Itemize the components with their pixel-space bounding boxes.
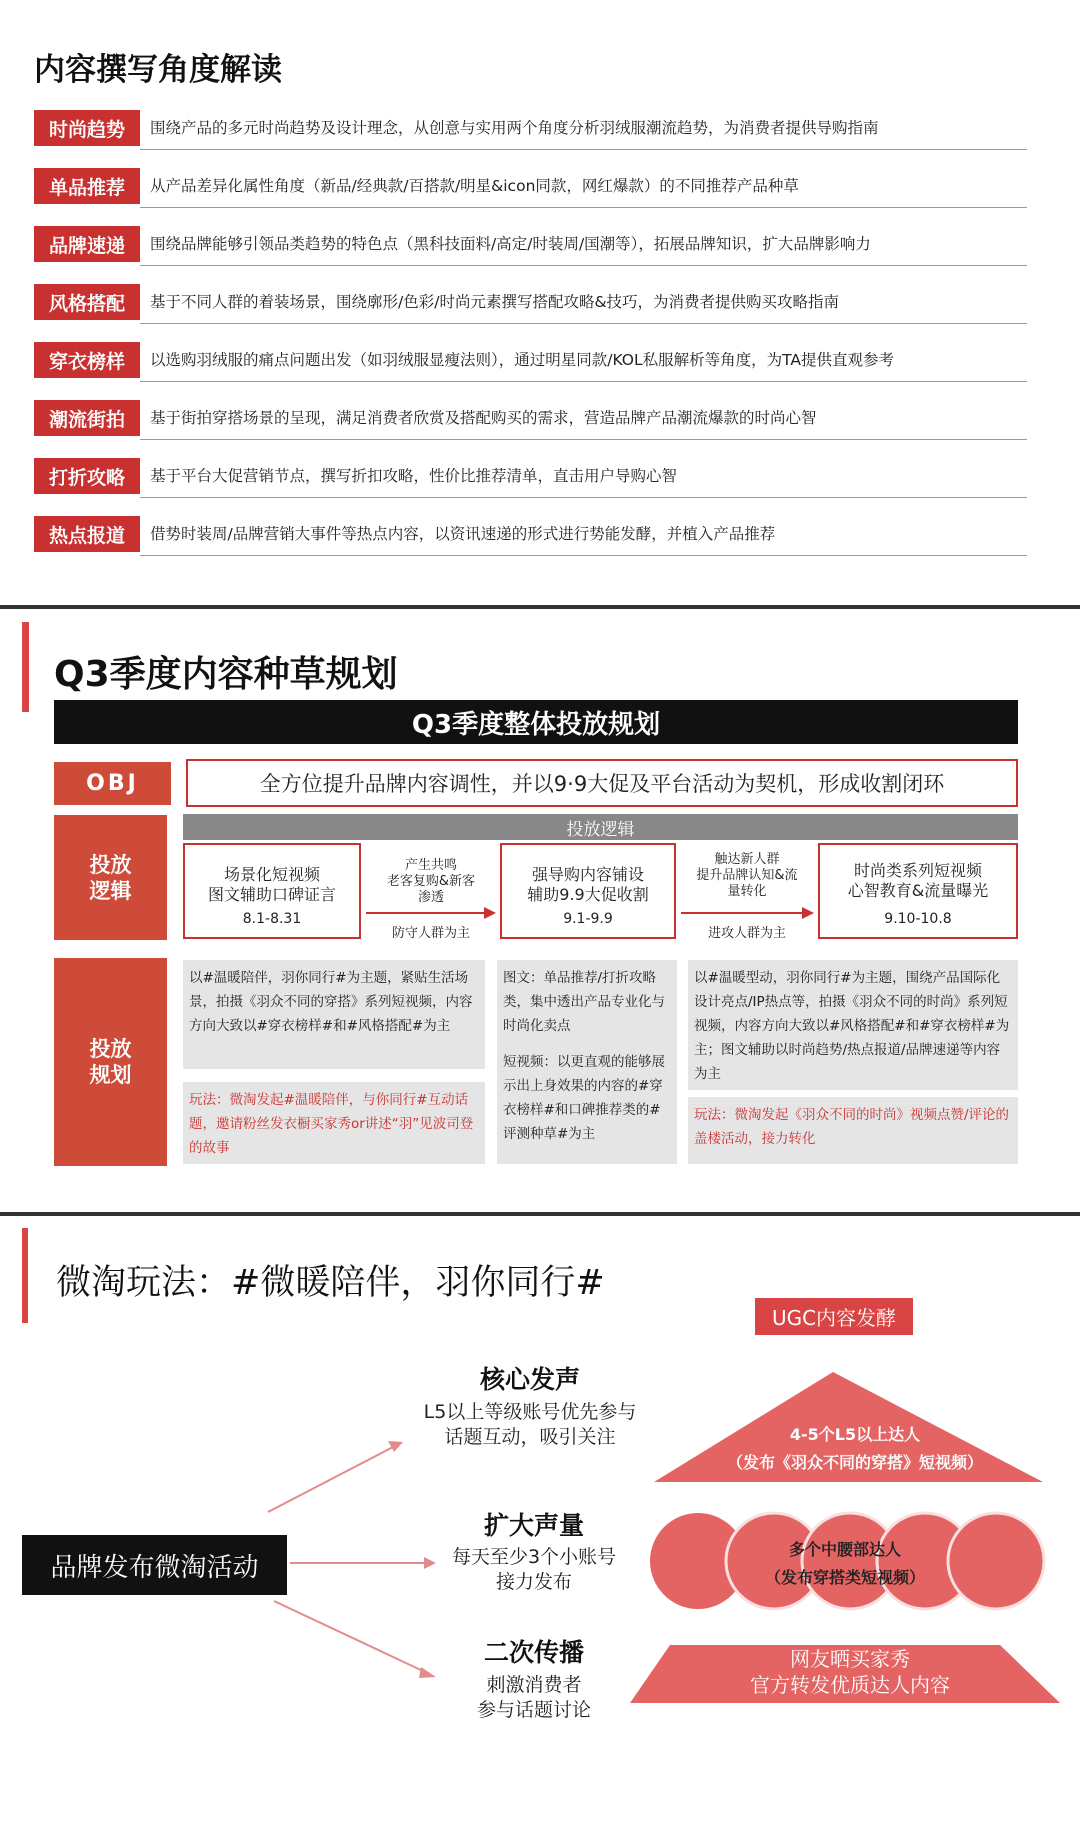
angle-tag: 打折攻略 [34, 458, 140, 494]
secondary-spread-body: 刺激消费者 参与话题讨论 [476, 1674, 591, 1721]
title-accent-bar [22, 1228, 28, 1323]
plan-col1-main: 以#温暖陪伴，羽你同行#为主题，紧贴生活场景，拍摄《羽众不同的穿搭》系列短视频，内容方向大致以#穿衣榜样#和#风格搭配#为主 [183, 960, 485, 1069]
title-accent-bar [22, 622, 29, 712]
content-angle-row [34, 336, 1027, 382]
stage-3-title: 时尚类系列短视频 心智教育&流量曝光 [847, 861, 989, 900]
core-voice-title: 核心发声 [479, 1365, 580, 1394]
trapezoid-line-2: 官方转发优质达人内容 [750, 1673, 950, 1697]
section1-title: 内容撰写角度解读 [34, 52, 282, 88]
stage-2-title: 强导购内容铺设 辅助9.9大促收割 [527, 865, 649, 904]
trapezoid-text [640, 1646, 1060, 1698]
circles-line-2: （发布穿搭类短视频） [764, 1568, 925, 1587]
section3-title: 微淘玩法：#微暖陪伴，羽你同行# [56, 1263, 605, 1303]
content-angle-row [34, 452, 1027, 498]
logic-header: 投放逻辑 [183, 814, 1018, 840]
plan-col2-image: 图文：单品推荐/打折攻略类，集中透出产品专业化与时尚化卖点 [503, 970, 665, 1034]
angle-description: 基于平台大促营销节点，撰写折扣攻略，性价比推荐清单，直击用户导购心智 [150, 467, 678, 485]
angle-tag: 单品推荐 [34, 168, 140, 204]
arrow-2 [679, 906, 816, 920]
row-underline [140, 555, 1027, 557]
stage-3-date: 9.10-10.8 [884, 911, 952, 927]
circles-line-1: 多个中腰部达人 [788, 1540, 901, 1559]
angle-description: 围绕品牌能够引领品类趋势的特色点（黑科技面料/高定/时装周/国潮等），拓展品牌知识，扩大品牌影响力 [150, 235, 871, 253]
expand-volume-body: 每天至少3个小账号 接力发布 [451, 1546, 617, 1593]
secondary-spread-title: 二次传播 [483, 1638, 584, 1667]
brand-campaign-box: 品牌发布微淘活动 [22, 1535, 287, 1595]
plan-col2-video: 短视频：以更直观的能够展示出上身效果的内容的#穿衣榜样#和口碑推荐类的#评测种草#为主 [503, 1054, 665, 1142]
stage-1-title: 场景化短视频 图文辅助口碑证言 [207, 865, 336, 904]
angle-description: 基于不同人群的着装场景，围绕廓形/色彩/时尚元素撰写搭配攻略&技巧，为消费者提供购买攻略指南 [150, 293, 840, 311]
plan-label: 投放 规划 [54, 958, 167, 1166]
section-divider [0, 1212, 1080, 1216]
angle-description: 从产品差异化属性角度（新品/经典款/百搭款/明星&icon同款，网红爆款）的不同推荐产品种草 [150, 177, 799, 195]
angle-tag: 热点报道 [34, 516, 140, 552]
angle-description: 围绕产品的多元时尚趋势及设计理念，从创意与实用两个角度分析羽绒服潮流趋势，为消费者提供导购指南 [150, 119, 879, 137]
content-angle-row [34, 104, 1027, 150]
row-underline [140, 497, 1027, 499]
arrow-2-sub: 进攻人群为主 [707, 926, 786, 941]
row-underline [140, 381, 1027, 383]
arrow-2-label: 触达新人群 提升品牌认知&流 量转化 [696, 852, 798, 899]
arrow-1-label: 产生共鸣 老客复购&新客 渗透 [386, 858, 476, 905]
stage-1 [183, 843, 361, 939]
row-underline [140, 265, 1027, 267]
stage-3 [818, 843, 1018, 939]
row-underline [140, 323, 1027, 325]
content-angle-row [34, 394, 1027, 440]
stage-2 [500, 843, 676, 939]
content-angle-row [34, 510, 1027, 556]
stage-1-date: 8.1-8.31 [242, 911, 302, 927]
section-divider [0, 605, 1080, 609]
row-underline [140, 439, 1027, 441]
arrow-1-sub: 防守人群为主 [391, 926, 470, 941]
logic-label: 投放 逻辑 [54, 815, 167, 940]
angle-tag: 穿衣榜样 [34, 342, 140, 378]
row-underline [140, 149, 1027, 151]
content-angle-row [34, 278, 1027, 324]
triangle-line-2: （发布《羽众不同的穿搭》短视频） [726, 1453, 983, 1472]
angle-tag: 品牌速递 [34, 226, 140, 262]
trapezoid-line-1: 网友晒买家秀 [790, 1647, 910, 1671]
row-underline [140, 207, 1027, 209]
ugc-label: UGC内容发酵 [755, 1298, 913, 1335]
core-voice-body: L5以上等级账号优先参与 话题互动，吸引关注 [423, 1401, 637, 1448]
content-angle-row [34, 220, 1027, 266]
plan-col3-main: 以#温暖型动，羽你同行#为主题，围绕产品国际化设计亮点/IP热点等，拍摄《羽众不同的时尚》系列短视频，内容方向大致以#风格搭配#和#穿衣榜样#为主；图文辅助以时尚趋势/热点报道/品牌速递等内容为主 [688, 960, 1018, 1090]
arrow-1 [364, 906, 498, 920]
angle-description: 基于街拍穿搭场景的呈现，满足消费者欣赏及搭配购买的需求，营造品牌产品潮流爆款的时尚心智 [150, 409, 817, 427]
angle-description: 以选购羽绒服的痛点问题出发（如羽绒服显瘦法则），通过明星同款/KOL私服解析等角度，为TA提供直观参考 [150, 351, 894, 369]
obj-label: OBJ [54, 762, 171, 805]
plan-col3-play: 玩法：微淘发起《羽众不同的时尚》视频点赞/评论的盖楼活动，接力转化 [688, 1097, 1018, 1164]
plan-col2 [497, 960, 677, 1164]
angle-tag: 时尚趋势 [34, 110, 140, 146]
circles-text [740, 1536, 950, 1592]
section2-title: Q3季度内容种草规划 [54, 654, 398, 695]
angle-tag: 潮流街拍 [34, 400, 140, 436]
content-angle-row [34, 162, 1027, 208]
expand-volume-title: 扩大声量 [483, 1511, 584, 1540]
angle-tag: 风格搭配 [34, 284, 140, 320]
plan-col1-play: 玩法：微淘发起#温暖陪伴，与你同行#互动话题，邀请粉丝发衣橱买家秀or讲述“羽”见波司登的故事 [183, 1082, 485, 1164]
angle-description: 借势时装周/品牌营销大事件等热点内容，以资讯速递的形式进行势能发酵，并植入产品推荐 [150, 525, 776, 543]
triangle-line-1: 4-5个L5以上达人 [789, 1425, 921, 1444]
triangle-text [640, 1421, 1070, 1477]
plan-banner: Q3季度整体投放规划 [54, 700, 1018, 744]
stage-2-date: 9.1-9.9 [563, 911, 613, 927]
objective-text: 全方位提升品牌内容调性，并以9·9大促及平台活动为契机，形成收割闭环 [186, 759, 1018, 807]
